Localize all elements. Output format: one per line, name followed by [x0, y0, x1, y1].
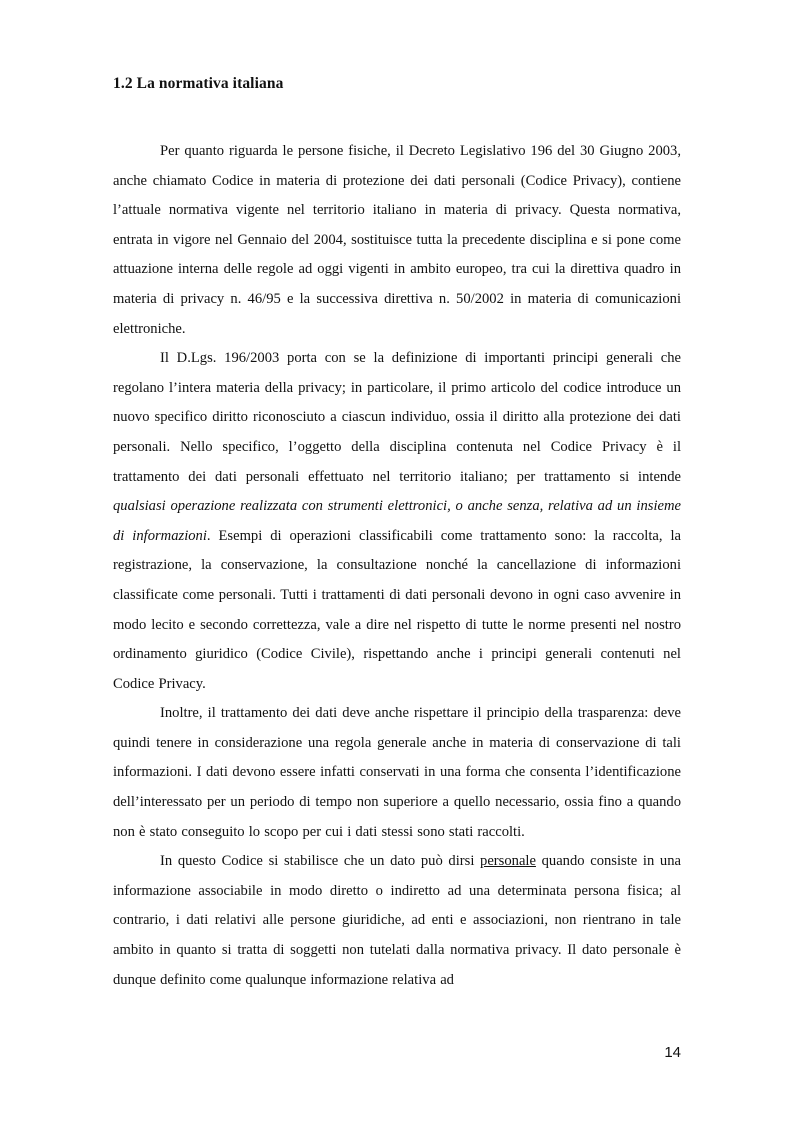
paragraph-1 — [113, 137, 681, 344]
paragraph-2-text-start: Il D.Lgs. 196/2003 porta con se la definizione di importanti principi generali che regolano l’intera materia della privacy; in particolare, il primo articolo del codice introduce un nuovo specifico diritto riconosciuto a ciascun individuo, ossia il diritto alla protezione dei dati personali. Nello specifico, l’oggetto della disciplina contenuta nel Codice Privacy è il trattamento dei dati personali effettuato nel territorio italiano; per trattamento si intende — [113, 350, 681, 485]
body-text — [113, 137, 681, 995]
paragraph-4-text-end: quando consiste in una informazione associabile in modo diretto o indiretto ad una determinata persona fisica; al contrario, i dati relativi alle persone giuridiche, ad enti e associazioni, non rientrano in tale ambito in quanto si tratta di soggetti non tutelati dalla normativa privacy. Il dato personale è dunque definito come qualunque informazione relativa ad — [113, 853, 681, 988]
section-heading: 1.2 La normativa italiana — [113, 75, 284, 92]
paragraph-4-text-start: In questo Codice si stabilisce che un dato può dirsi — [160, 853, 481, 870]
paragraph-2-text-end: . Esempi di operazioni classificabili come trattamento sono: la raccolta, la registrazione, la conservazione, la consultazione nonché la cancellazione di informazioni classificate come personali. Tutti i trattamenti di dati personali devono in ogni caso avvenire in modo lecito e secondo correttezza, vale a dire nel rispetto di tutte le norme presenti nel nostro ordinamento giuridico (Codice Civile), rispettando anche i principi generali contenuti nel Codice Privacy. — [113, 527, 682, 692]
document-page — [113, 0, 681, 1123]
paragraph-2 — [113, 344, 681, 699]
paragraph-3 — [113, 699, 681, 847]
paragraph-2-italic-definition: qualsiasi operazione realizzata con strumenti elettronici, o anche senza, relativa ad un insieme di informazioni — [113, 498, 681, 544]
paragraph-4-underlined-term: personale — [480, 853, 536, 870]
paragraph-1-text: Per quanto riguarda le persone fisiche, il Decreto Legislativo 196 del 30 Giugno 2003, anche chiamato Codice in materia di protezione dei dati personali (Codice Privacy), contiene l’attuale normativa vigente nel territorio italiano in materia di privacy. Questa normativa, entrata in vigore nel Gennaio del 2004, sostituisce tutta la precedente disciplina e si pone come attuazione interna delle regole ad oggi vigenti in ambito europeo, tra cui la direttiva quadro in materia di privacy n. 46/95 e la successiva direttiva n. 50/2002 in materia di comunicazioni elettroniche. — [113, 143, 681, 337]
page-number: 14 — [664, 1044, 681, 1061]
paragraph-3-text: Inoltre, il trattamento dei dati deve anche rispettare il principio della trasparenza: deve quindi tenere in considerazione una regola generale anche in materia di conservazione di tali informazioni. I dati devono essere infatti conservati in una forma che consenta l’identificazione dell’interessato per un periodo di tempo non superiore a quello necessario, ossia fino a quando non è stato conseguito lo scopo per cui i dati stessi sono stati raccolti. — [113, 705, 681, 840]
paragraph-4 — [113, 847, 681, 995]
